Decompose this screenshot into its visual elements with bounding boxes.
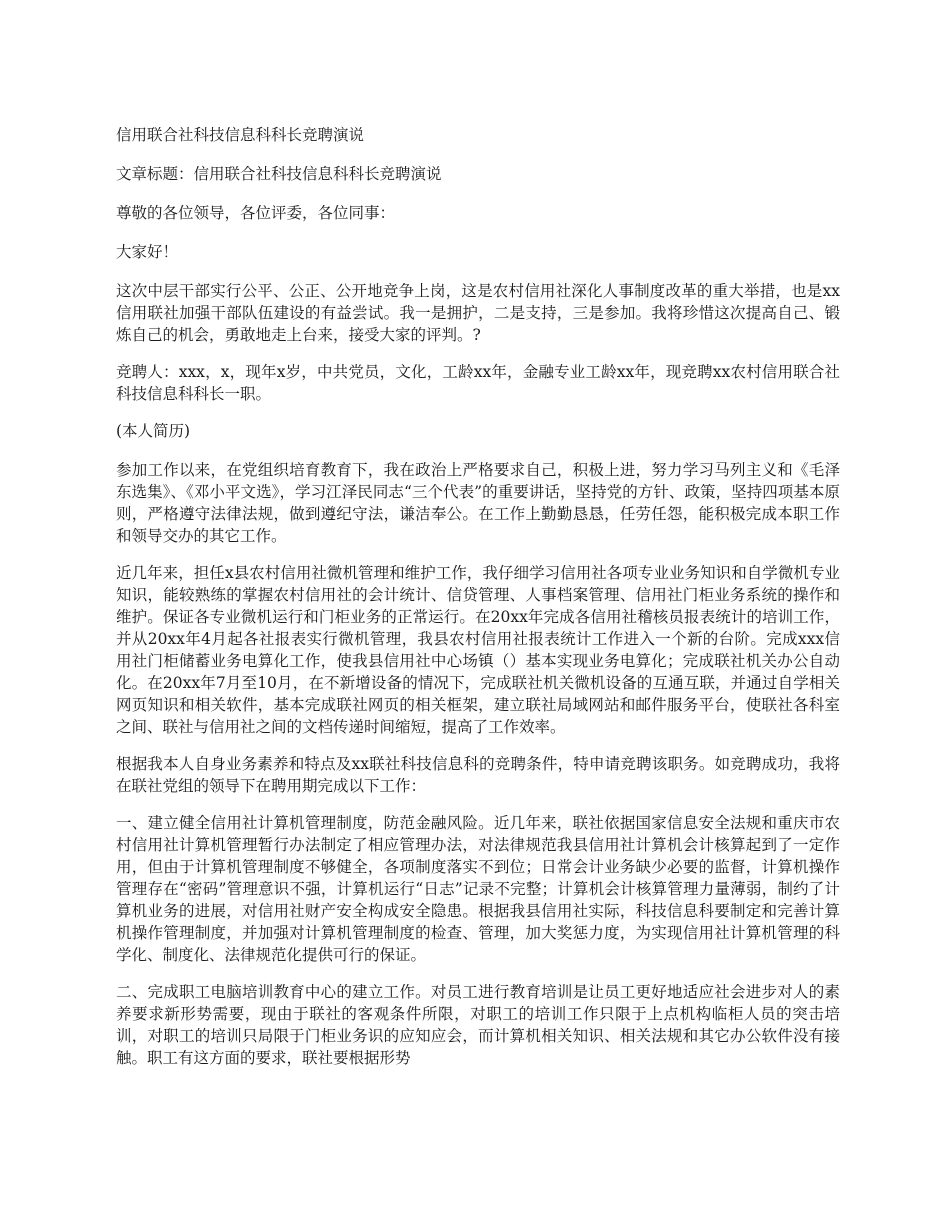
paragraph-work-experience: 近几年来，担任x县农村信用社微机管理和维护工作，我仔细学习信用社各项专业业务知识和自学微机专业知识，能较熟练的掌握农村信用社的会计统计、信贷管理、人事档案管理、信用社门柜业务系统的操作和维护。保证各专业微机运行和门柜业务的正常运行。在20xx年完成各信用社稽核员报表统计的培训工作，并从20xx年4月起各社报表实行微机管理，我县农村信用社报表统计工作进入一个新的台阶。完成xxx信用社门柜储蓄业务电算化工作，使我县信用社中心场镇（）基本实现业务电算化；完成联社机关办公自动化。在20xx年7月至10月，在不新增设备的情况下，完成联社机关微机设备的互通互联，并通过自学相关网页知识和相关软件，基本完成联社网页的相关框架，建立联社局域网站和邮件服务平台，使联社各科室之间、联社与信用社之间的文档传递时间缩短，提高了工作效率。 (116, 564, 840, 736)
paragraph-plan-one: 一、建立健全信用社计算机管理制度，防范金融风险。近几年来，联社依据国家信息安全法规和重庆市农村信用社计算机管理暂行办法制定了相应管理办法，对法律规范我县信用社计算机会计核算起到了一定作用，但由于计算机管理制度不够健全，各项制度落实不到位；日常会计业务缺少必要的监督，计算机操作管理存在“密码”管理意识不强，计算机运行“日志”记录不完整；计算机会计核算管理力量薄弱，制约了计算机业务的进展，对信用社财产安全构成安全隐患。根据我县信用社实际，科技信息科要制定和完善计算机操作管理制度，并加强对计算机管理制度的检查、管理，加大奖惩力度，为实现信用社计算机管理的科学化、制度化、法律规范化提供可行的保证。 (116, 814, 840, 964)
paragraph-plan-two: 二、完成职工电脑培训教育中心的建立工作。对员工进行教育培训是让员工更好地适应社会进步对人的素养要求新形势需要，现由于联社的客观条件所限，对职工的培训工作只限于上点机构临柜人员的突击培训，对职工的培训只局限于门柜业务识的应知应会，而计算机相关知识、相关法规和其它办公软件没有接触。职工有这方面的要求，联社要根据形势 (116, 983, 840, 1067)
paragraph-resume-heading: (本人简历) (116, 422, 191, 440)
greeting: 大家好！ (116, 243, 179, 261)
article-title-line: 文章标题：信用联合社科技信息科科长竞聘演说 (116, 165, 442, 183)
paragraph-application: 根据我本人自身业务素养和特点及xx联社科技信息科的竞聘条件，特申请竞聘该职务。如竞聘成功，我将在联社党组的领导下在聘用期完成以下工作： (116, 755, 840, 795)
paragraph-candidate-info: 竞聘人：xxx，x，现年x岁，中共党员，文化，工龄xx年，金融专业工龄xx年，现竞聘xx农村信用联合社科技信息科科长一职。 (116, 363, 840, 403)
document-title: 信用联合社科技信息科科长竞聘演说 (116, 126, 365, 144)
paragraph-intro: 这次中层干部实行公平、公正、公开地竞争上岗，这是农村信用社深化人事制度改革的重大举措，也是xx信用联社加强干部队伍建设的有益尝试。我一是拥护，二是支持，三是参加。我将珍惜这次提高自己、锻炼自己的机会，勇敢地走上台来，接受大家的评判。? (116, 282, 840, 344)
document-body (116, 124, 840, 1084)
paragraph-political: 参加工作以来，在党组织培育教育下，我在政治上严格要求自己，积极上进，努力学习马列主义和《毛泽东选集》、《邓小平文选》，学习江泽民同志“三个代表”的重要讲话，坚持党的方针、政策，坚持四项基本原则，严格遵守法律法规，做到遵纪守法，谦洁奉公。在工作上勤勤恳恳，任劳任怨，能积极完成本职工作和领导交办的其它工作。 (116, 461, 840, 545)
salutation: 尊敬的各位领导，各位评委，各位同事： (116, 204, 396, 222)
